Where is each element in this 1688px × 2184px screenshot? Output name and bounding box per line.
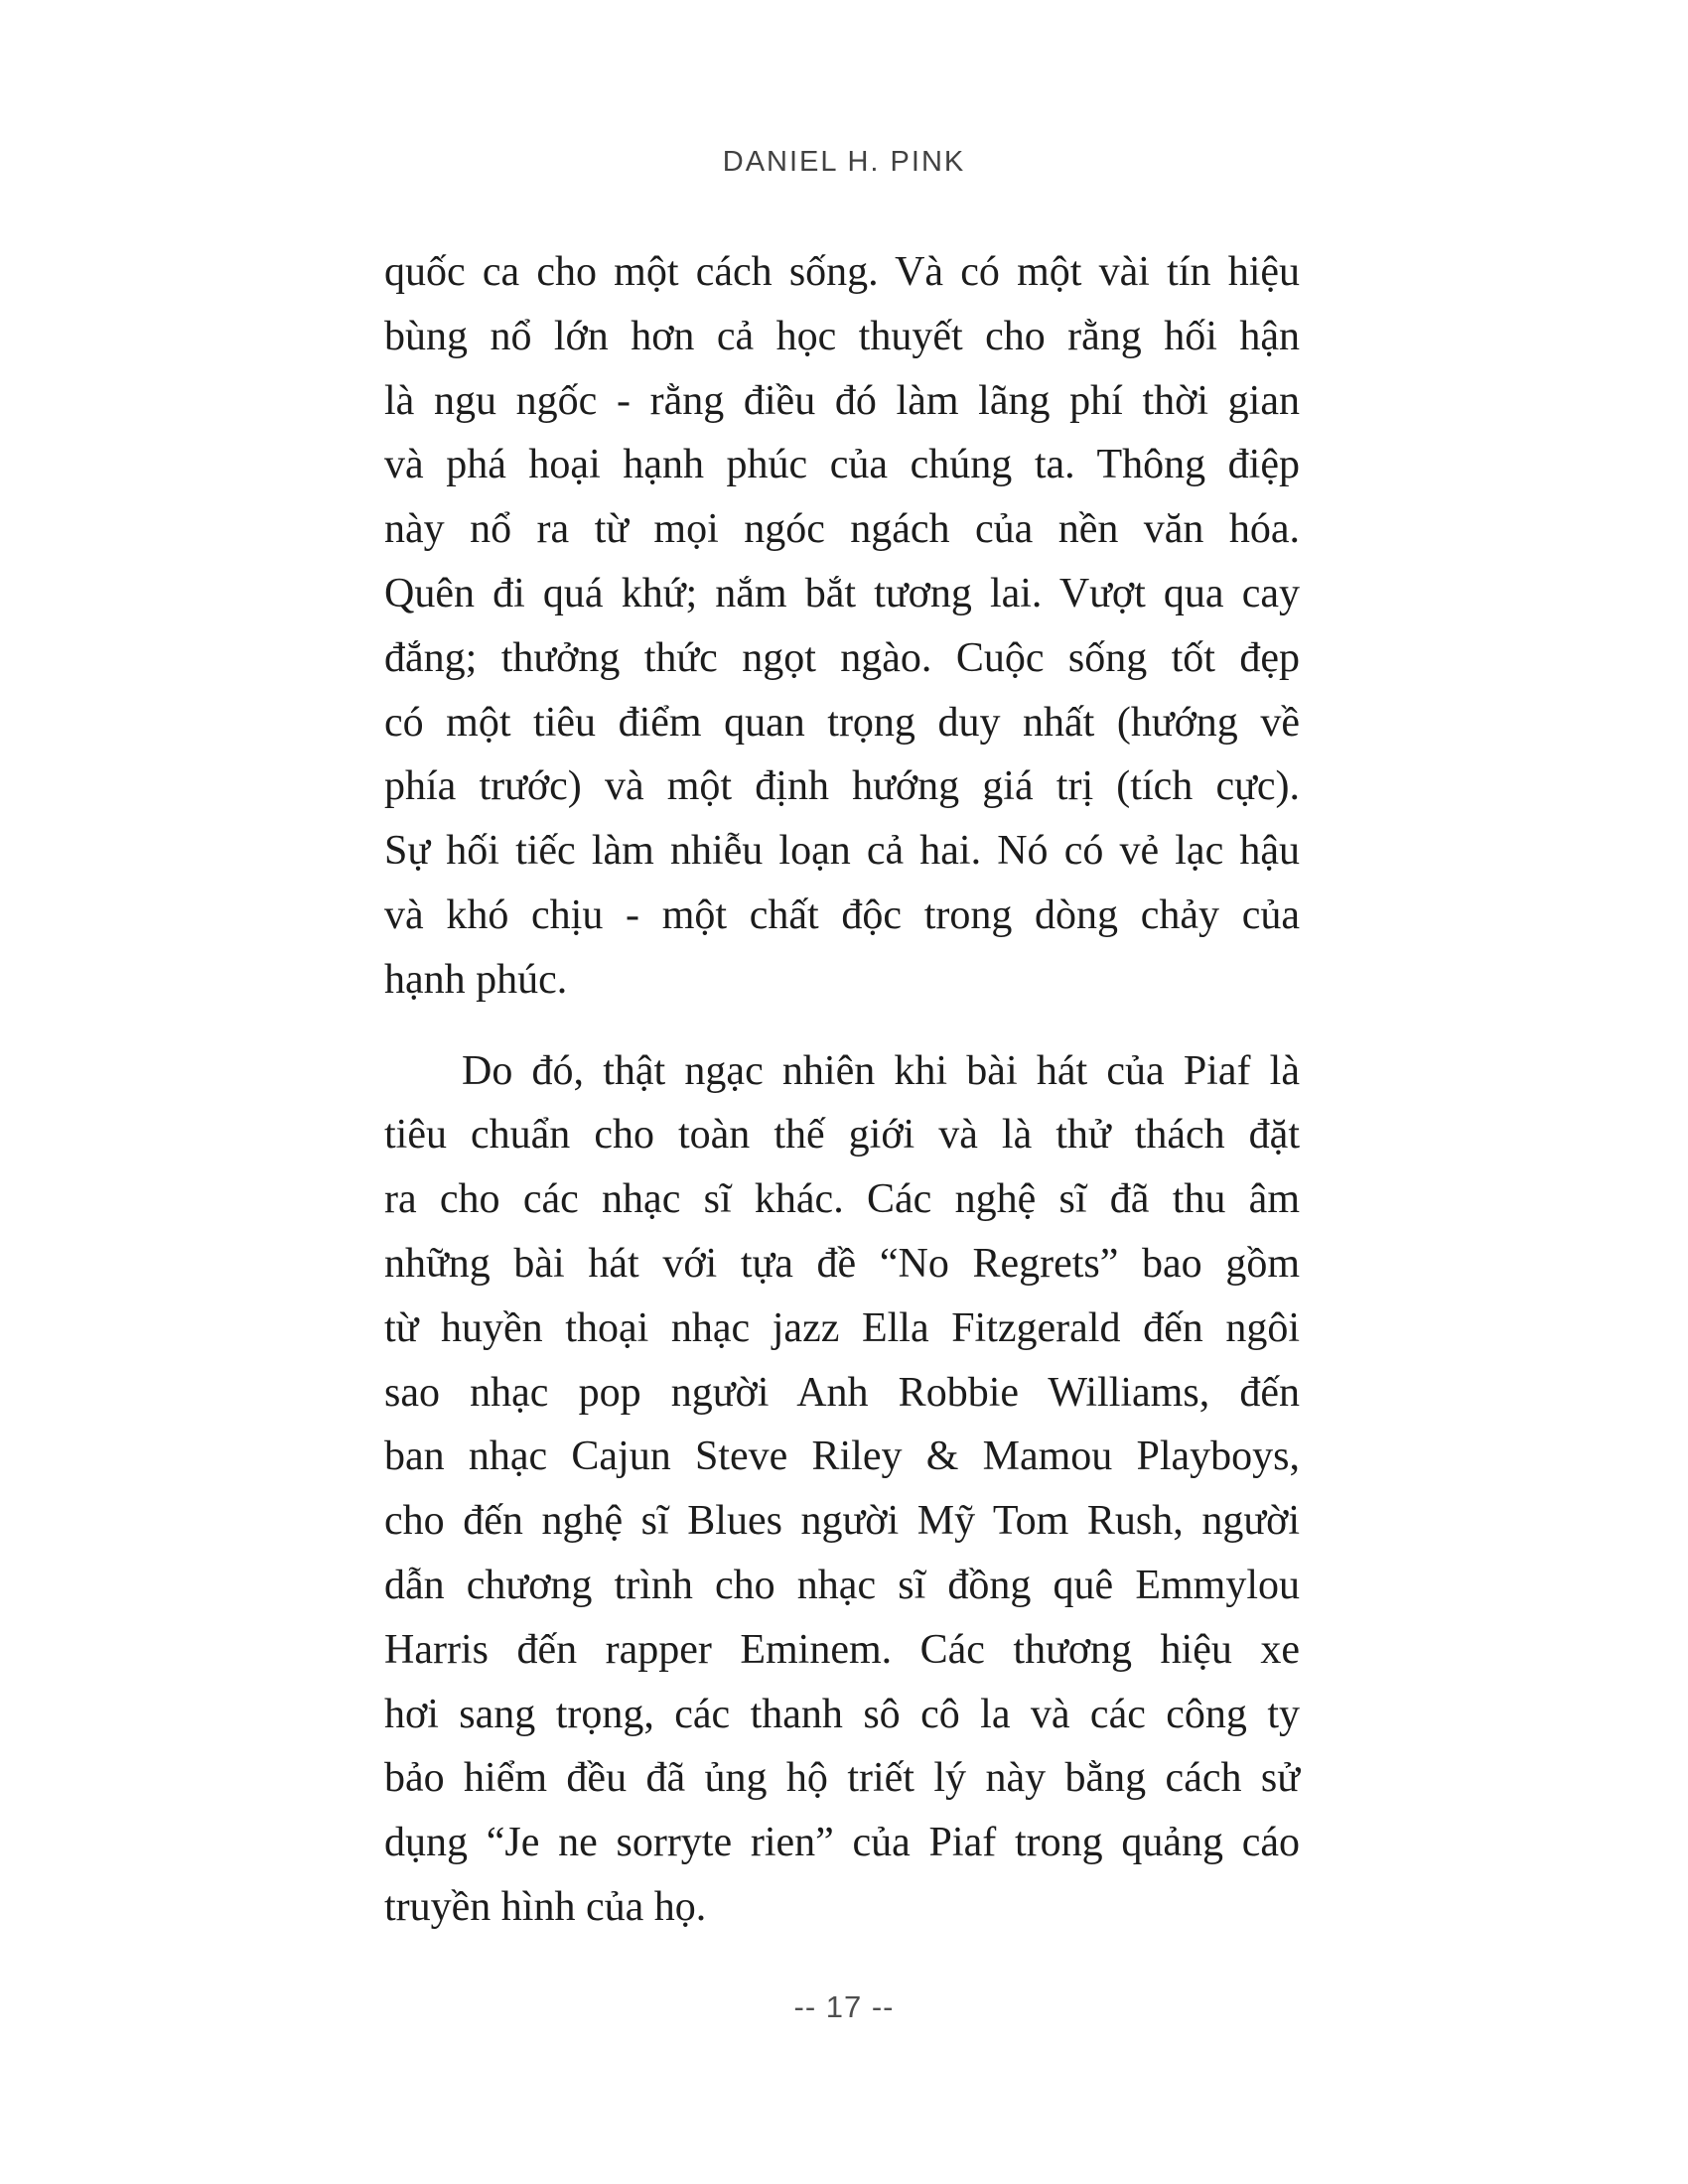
text-line: và phá hoại hạnh phúc của chúng ta. Thông điệp — [384, 442, 1300, 488]
text-line: Quên đi quá khứ; nắm bắt tương lai. Vượt qua cay — [384, 570, 1300, 616]
page-number: -- 17 -- — [793, 1989, 895, 2024]
text-line: từ huyền thoại nhạc jazz Ella Fitzgerald đến ngôi — [384, 1304, 1300, 1351]
text-line: hạnh phúc. — [384, 956, 568, 1003]
text-line: ban nhạc Cajun Steve Riley & Mamou Playboys, — [384, 1433, 1300, 1480]
text-line: truyền hình của họ. — [384, 1883, 707, 1930]
text-line: Harris đến rapper Eminem. Các thương hiệu xe — [384, 1626, 1300, 1673]
text-line: sao nhạc pop người Anh Robbie Williams, đến — [384, 1369, 1300, 1416]
text-line: và khó chịu - một chất độc trong dòng chảy của — [384, 891, 1300, 938]
text-line: những bài hát với tựa đề “No Regrets” bao gồm — [384, 1240, 1300, 1287]
text-line: bùng nổ lớn hơn cả học thuyết cho rằng hối hận — [384, 313, 1300, 359]
text-line: phía trước) và một định hướng giá trị (tích cực). — [384, 763, 1300, 810]
text-line: tiêu chuẩn cho toàn thế giới và là thử thách đặt — [384, 1112, 1300, 1159]
text-line: cho đến nghệ sĩ Blues người Mỹ Tom Rush, người — [384, 1498, 1300, 1545]
paragraph — [384, 240, 1300, 1013]
text-line: Sự hối tiếc làm nhiễu loạn cả hai. Nó có vẻ lạc hậu — [384, 828, 1300, 875]
page-body-text — [384, 240, 1300, 1940]
text-line: Do đó, thật ngạc nhiên khi bài hát của Piaf là — [462, 1047, 1300, 1094]
text-line: ra cho các nhạc sĩ khác. Các nghệ sĩ đã thu âm — [384, 1176, 1300, 1223]
text-line: có một tiêu điểm quan trọng duy nhất (hướng về — [384, 699, 1300, 746]
text-line: này nổ ra từ mọi ngóc ngách của nền văn hóa. — [384, 506, 1300, 553]
text-line: là ngu ngốc - rằng điều đó làm lãng phí thời gian — [384, 377, 1300, 424]
text-line: hơi sang trọng, các thanh sô cô la và các công ty — [384, 1691, 1300, 1737]
text-line: bảo hiểm đều đã ủng hộ triết lý này bằng cách sử — [384, 1755, 1300, 1802]
text-line: đắng; thưởng thức ngọt ngào. Cuộc sống tốt đẹp — [384, 634, 1300, 681]
paragraph — [384, 1039, 1300, 1940]
running-header: DANIEL H. PINK — [722, 146, 966, 178]
text-line: dẫn chương trình cho nhạc sĩ đồng quê Emmylou — [384, 1562, 1300, 1608]
text-line: dụng “Je ne sorryte rien” của Piaf trong quảng cáo — [384, 1820, 1300, 1866]
text-line: quốc ca cho một cách sống. Và có một vài tín hiệu — [384, 249, 1300, 295]
